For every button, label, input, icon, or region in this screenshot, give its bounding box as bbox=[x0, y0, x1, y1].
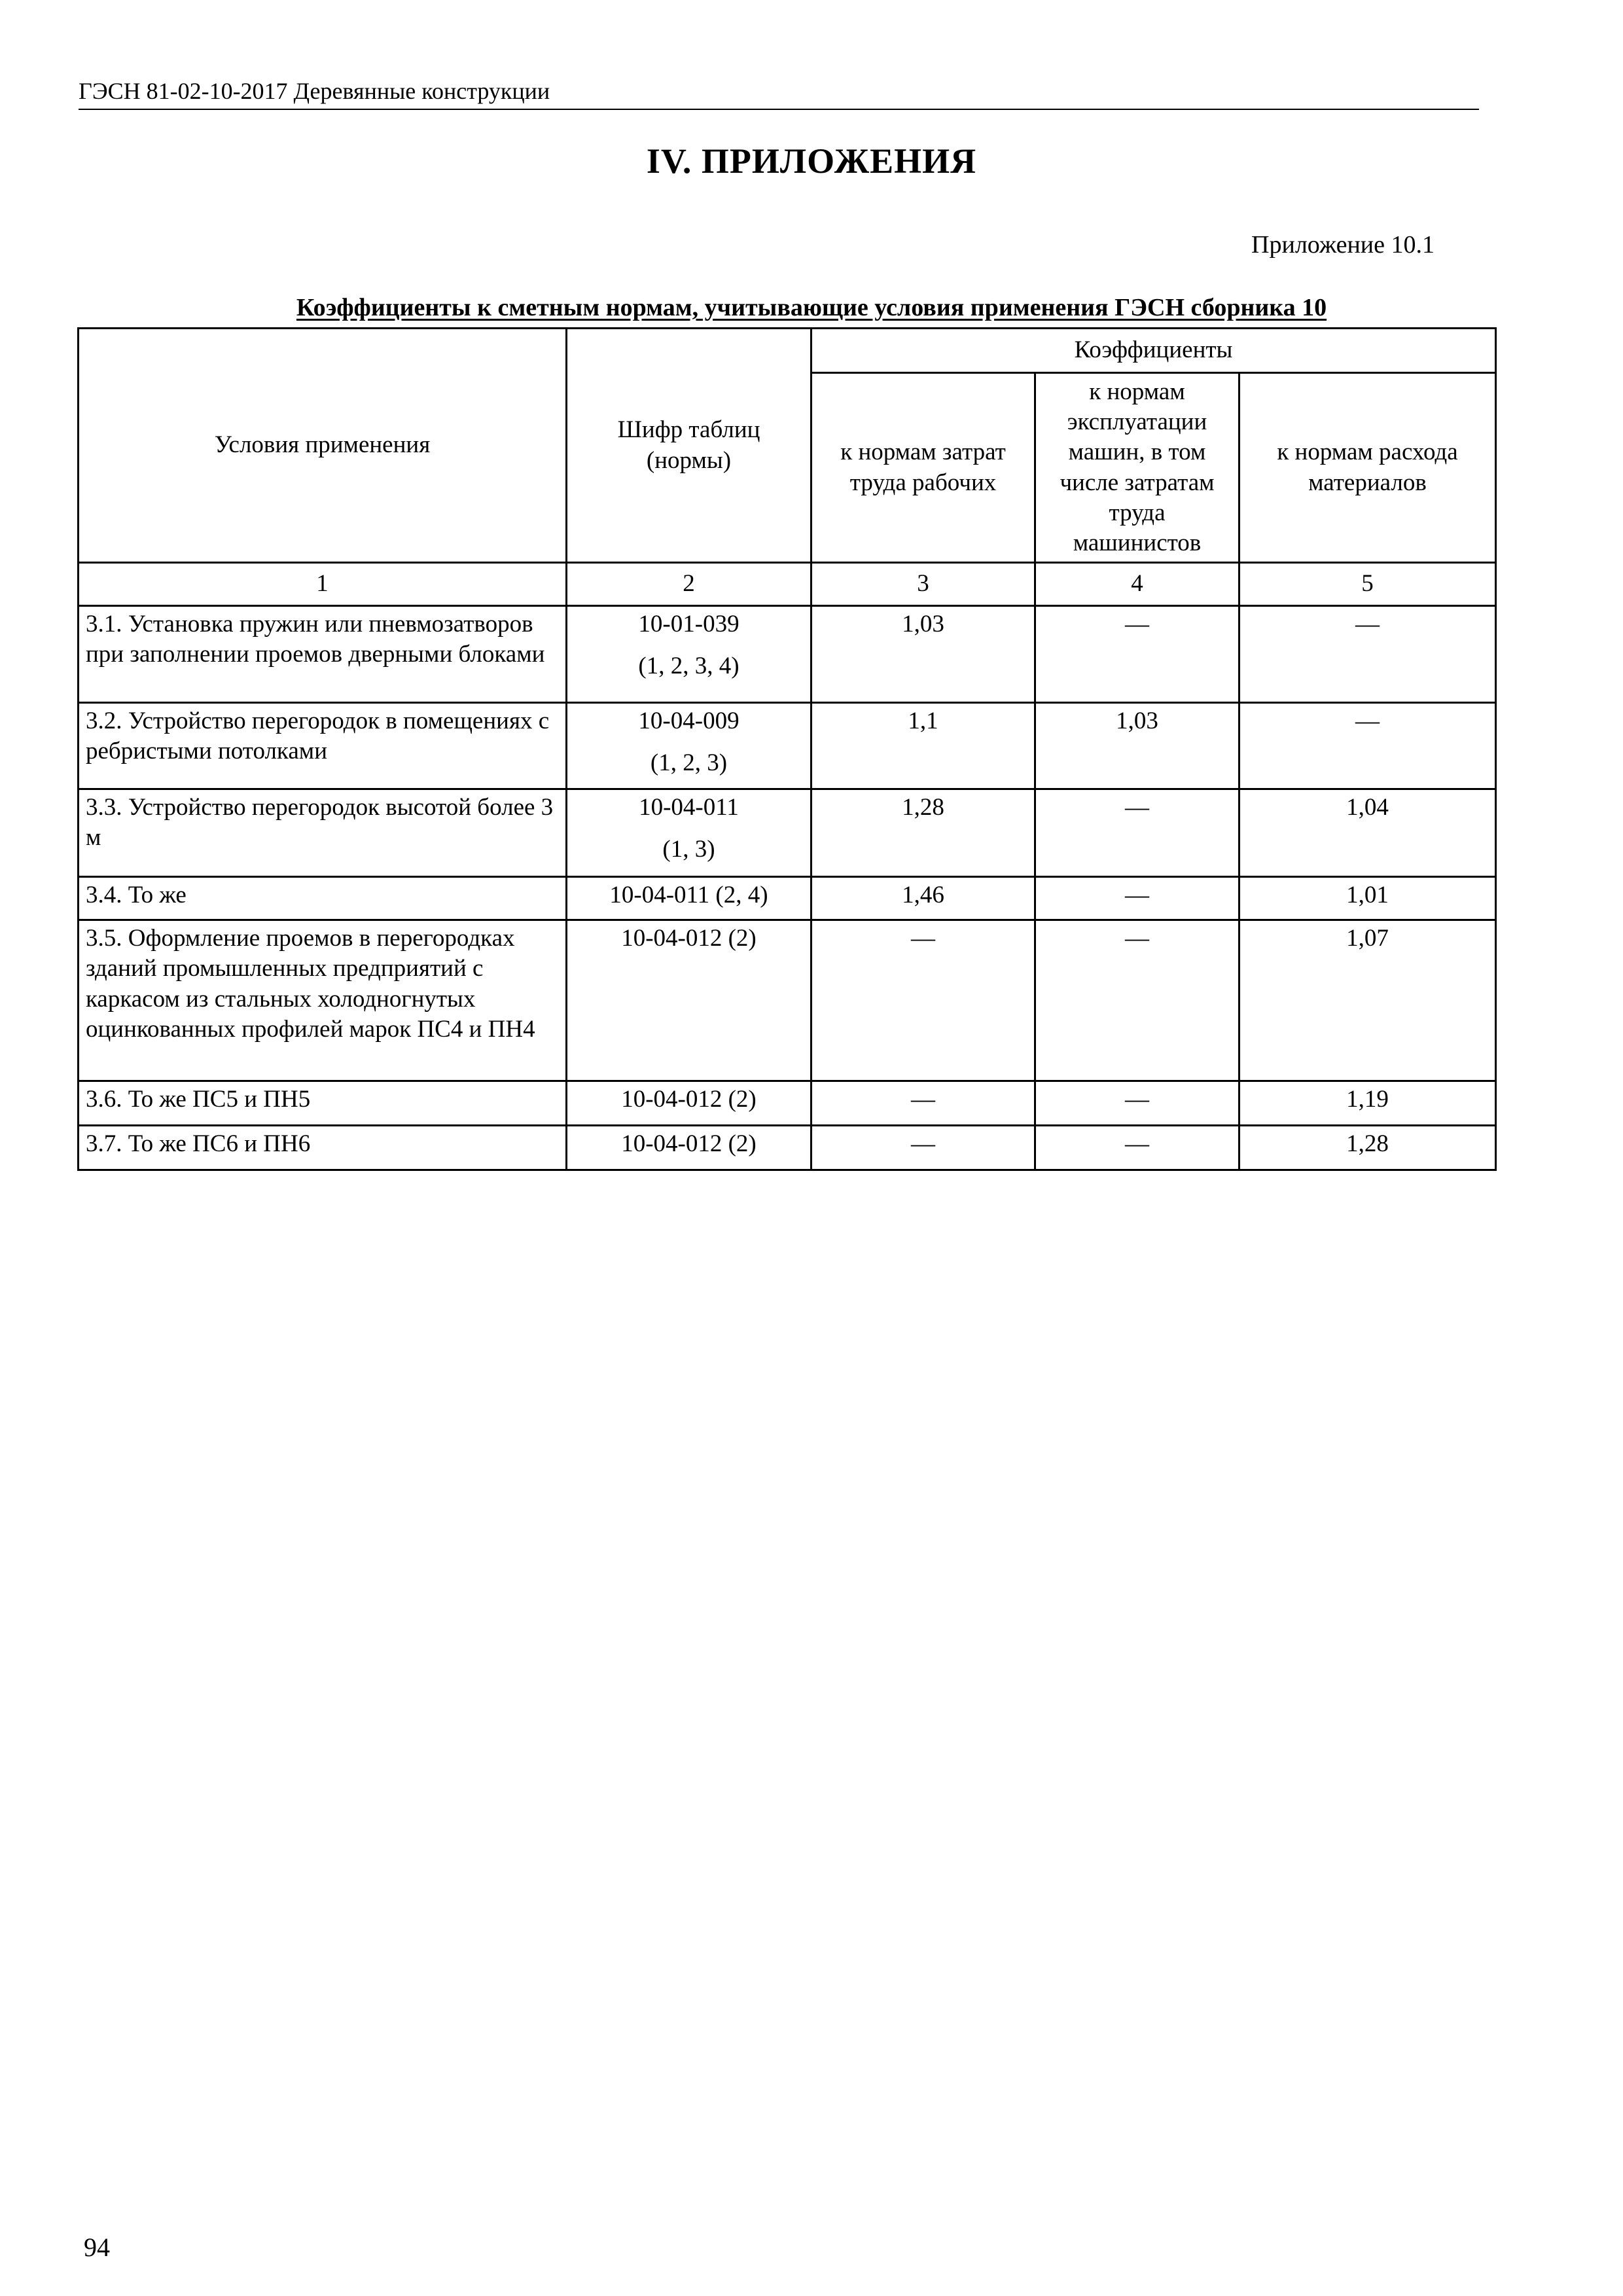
column-number: 5 bbox=[1240, 563, 1496, 606]
table-title bbox=[0, 293, 1623, 322]
column-number: 1 bbox=[79, 563, 567, 606]
condition-cell: 3.2. Устройство перегородок в помещениях с ребристыми потолками bbox=[79, 703, 567, 789]
labor-coefficient: — bbox=[812, 920, 1035, 1081]
cipher-tables: (1, 2, 3) bbox=[650, 749, 728, 777]
header-materials: к нормам расхода материалов bbox=[1240, 373, 1496, 563]
condition-cell: 3.3. Устройство перегородок высотой более 3 м bbox=[79, 789, 567, 877]
appendix-number: Приложение 10.1 bbox=[1251, 231, 1435, 259]
condition-cell: 3.6. То же ПС5 и ПН5 bbox=[79, 1081, 567, 1126]
table-row bbox=[79, 789, 1496, 877]
labor-coefficient: 1,03 bbox=[812, 606, 1035, 703]
table-row bbox=[79, 920, 1496, 1081]
cipher-tables: (1, 3) bbox=[662, 836, 715, 863]
cipher-cell bbox=[567, 606, 812, 703]
table-row bbox=[79, 1126, 1496, 1170]
labor-coefficient: 1,1 bbox=[812, 703, 1035, 789]
machines-coefficient: 1,03 bbox=[1035, 703, 1240, 789]
machines-coefficient: — bbox=[1035, 789, 1240, 877]
materials-coefficient: 1,04 bbox=[1240, 789, 1496, 877]
page-number: 94 bbox=[84, 2233, 110, 2262]
header-divider bbox=[79, 109, 1479, 110]
labor-coefficient: — bbox=[812, 1126, 1035, 1170]
machines-coefficient: — bbox=[1035, 1126, 1240, 1170]
cipher-tables: (1, 2, 3, 4) bbox=[638, 653, 740, 680]
header-conditions: Условия применения bbox=[79, 329, 567, 563]
machines-coefficient: — bbox=[1035, 877, 1240, 920]
cipher-code: 10-04-009 bbox=[638, 708, 740, 734]
machines-coefficient: — bbox=[1035, 920, 1240, 1081]
cipher-cell: 10-04-011 (2, 4) bbox=[567, 877, 812, 920]
cipher-cell bbox=[567, 789, 812, 877]
cipher-cell: 10-04-012 (2) bbox=[567, 1081, 812, 1126]
header-labor: к нормам затрат труда рабочих bbox=[812, 373, 1035, 563]
column-number: 2 bbox=[567, 563, 812, 606]
header-cipher: Шифр таблиц (нормы) bbox=[567, 329, 812, 563]
materials-coefficient: — bbox=[1240, 606, 1496, 703]
column-number: 4 bbox=[1035, 563, 1240, 606]
materials-coefficient: 1,01 bbox=[1240, 877, 1496, 920]
section-title: IV. ПРИЛОЖЕНИЯ bbox=[646, 141, 977, 181]
table-row bbox=[79, 877, 1496, 920]
cipher-cell: 10-04-012 (2) bbox=[567, 920, 812, 1081]
condition-cell: 3.1. Установка пружин или пневмозатворов при заполнении проемов дверными блоками bbox=[79, 606, 567, 703]
table-title-text: Коэффициенты к сметным нормам, учитывающие условия применения ГЭСН сборника 10 bbox=[296, 294, 1327, 321]
condition-cell: 3.4. То же bbox=[79, 877, 567, 920]
cipher-code: 10-04-011 bbox=[639, 794, 739, 821]
running-header: ГЭСН 81-02-10-2017 Деревянные конструкции bbox=[79, 78, 550, 104]
materials-coefficient: 1,07 bbox=[1240, 920, 1496, 1081]
labor-coefficient: 1,28 bbox=[812, 789, 1035, 877]
cipher-code: 10-01-039 bbox=[638, 611, 740, 637]
coefficients-table bbox=[77, 327, 1497, 1171]
column-number: 3 bbox=[812, 563, 1035, 606]
labor-coefficient: 1,46 bbox=[812, 877, 1035, 920]
table-row bbox=[79, 703, 1496, 789]
condition-cell: 3.5. Оформление проемов в перегородках зданий промышленных предприятий с каркасом из стальных холодногнутых оцинкованных профилей марок ПС4 и ПН4 bbox=[79, 920, 567, 1081]
cipher-cell: 10-04-012 (2) bbox=[567, 1126, 812, 1170]
machines-coefficient: — bbox=[1035, 1081, 1240, 1126]
materials-coefficient: 1,28 bbox=[1240, 1126, 1496, 1170]
header-machines: к нормам эксплуатации машин, в том числе затратам труда машинистов bbox=[1035, 373, 1240, 563]
column-number-row bbox=[79, 563, 1496, 606]
labor-coefficient: — bbox=[812, 1081, 1035, 1126]
materials-coefficient: 1,19 bbox=[1240, 1081, 1496, 1126]
condition-cell: 3.7. То же ПС6 и ПН6 bbox=[79, 1126, 567, 1170]
materials-coefficient: — bbox=[1240, 703, 1496, 789]
cipher-cell bbox=[567, 703, 812, 789]
table-row bbox=[79, 606, 1496, 703]
header-coefficients: Коэффициенты bbox=[812, 329, 1496, 373]
machines-coefficient: — bbox=[1035, 606, 1240, 703]
table-row bbox=[79, 1081, 1496, 1126]
